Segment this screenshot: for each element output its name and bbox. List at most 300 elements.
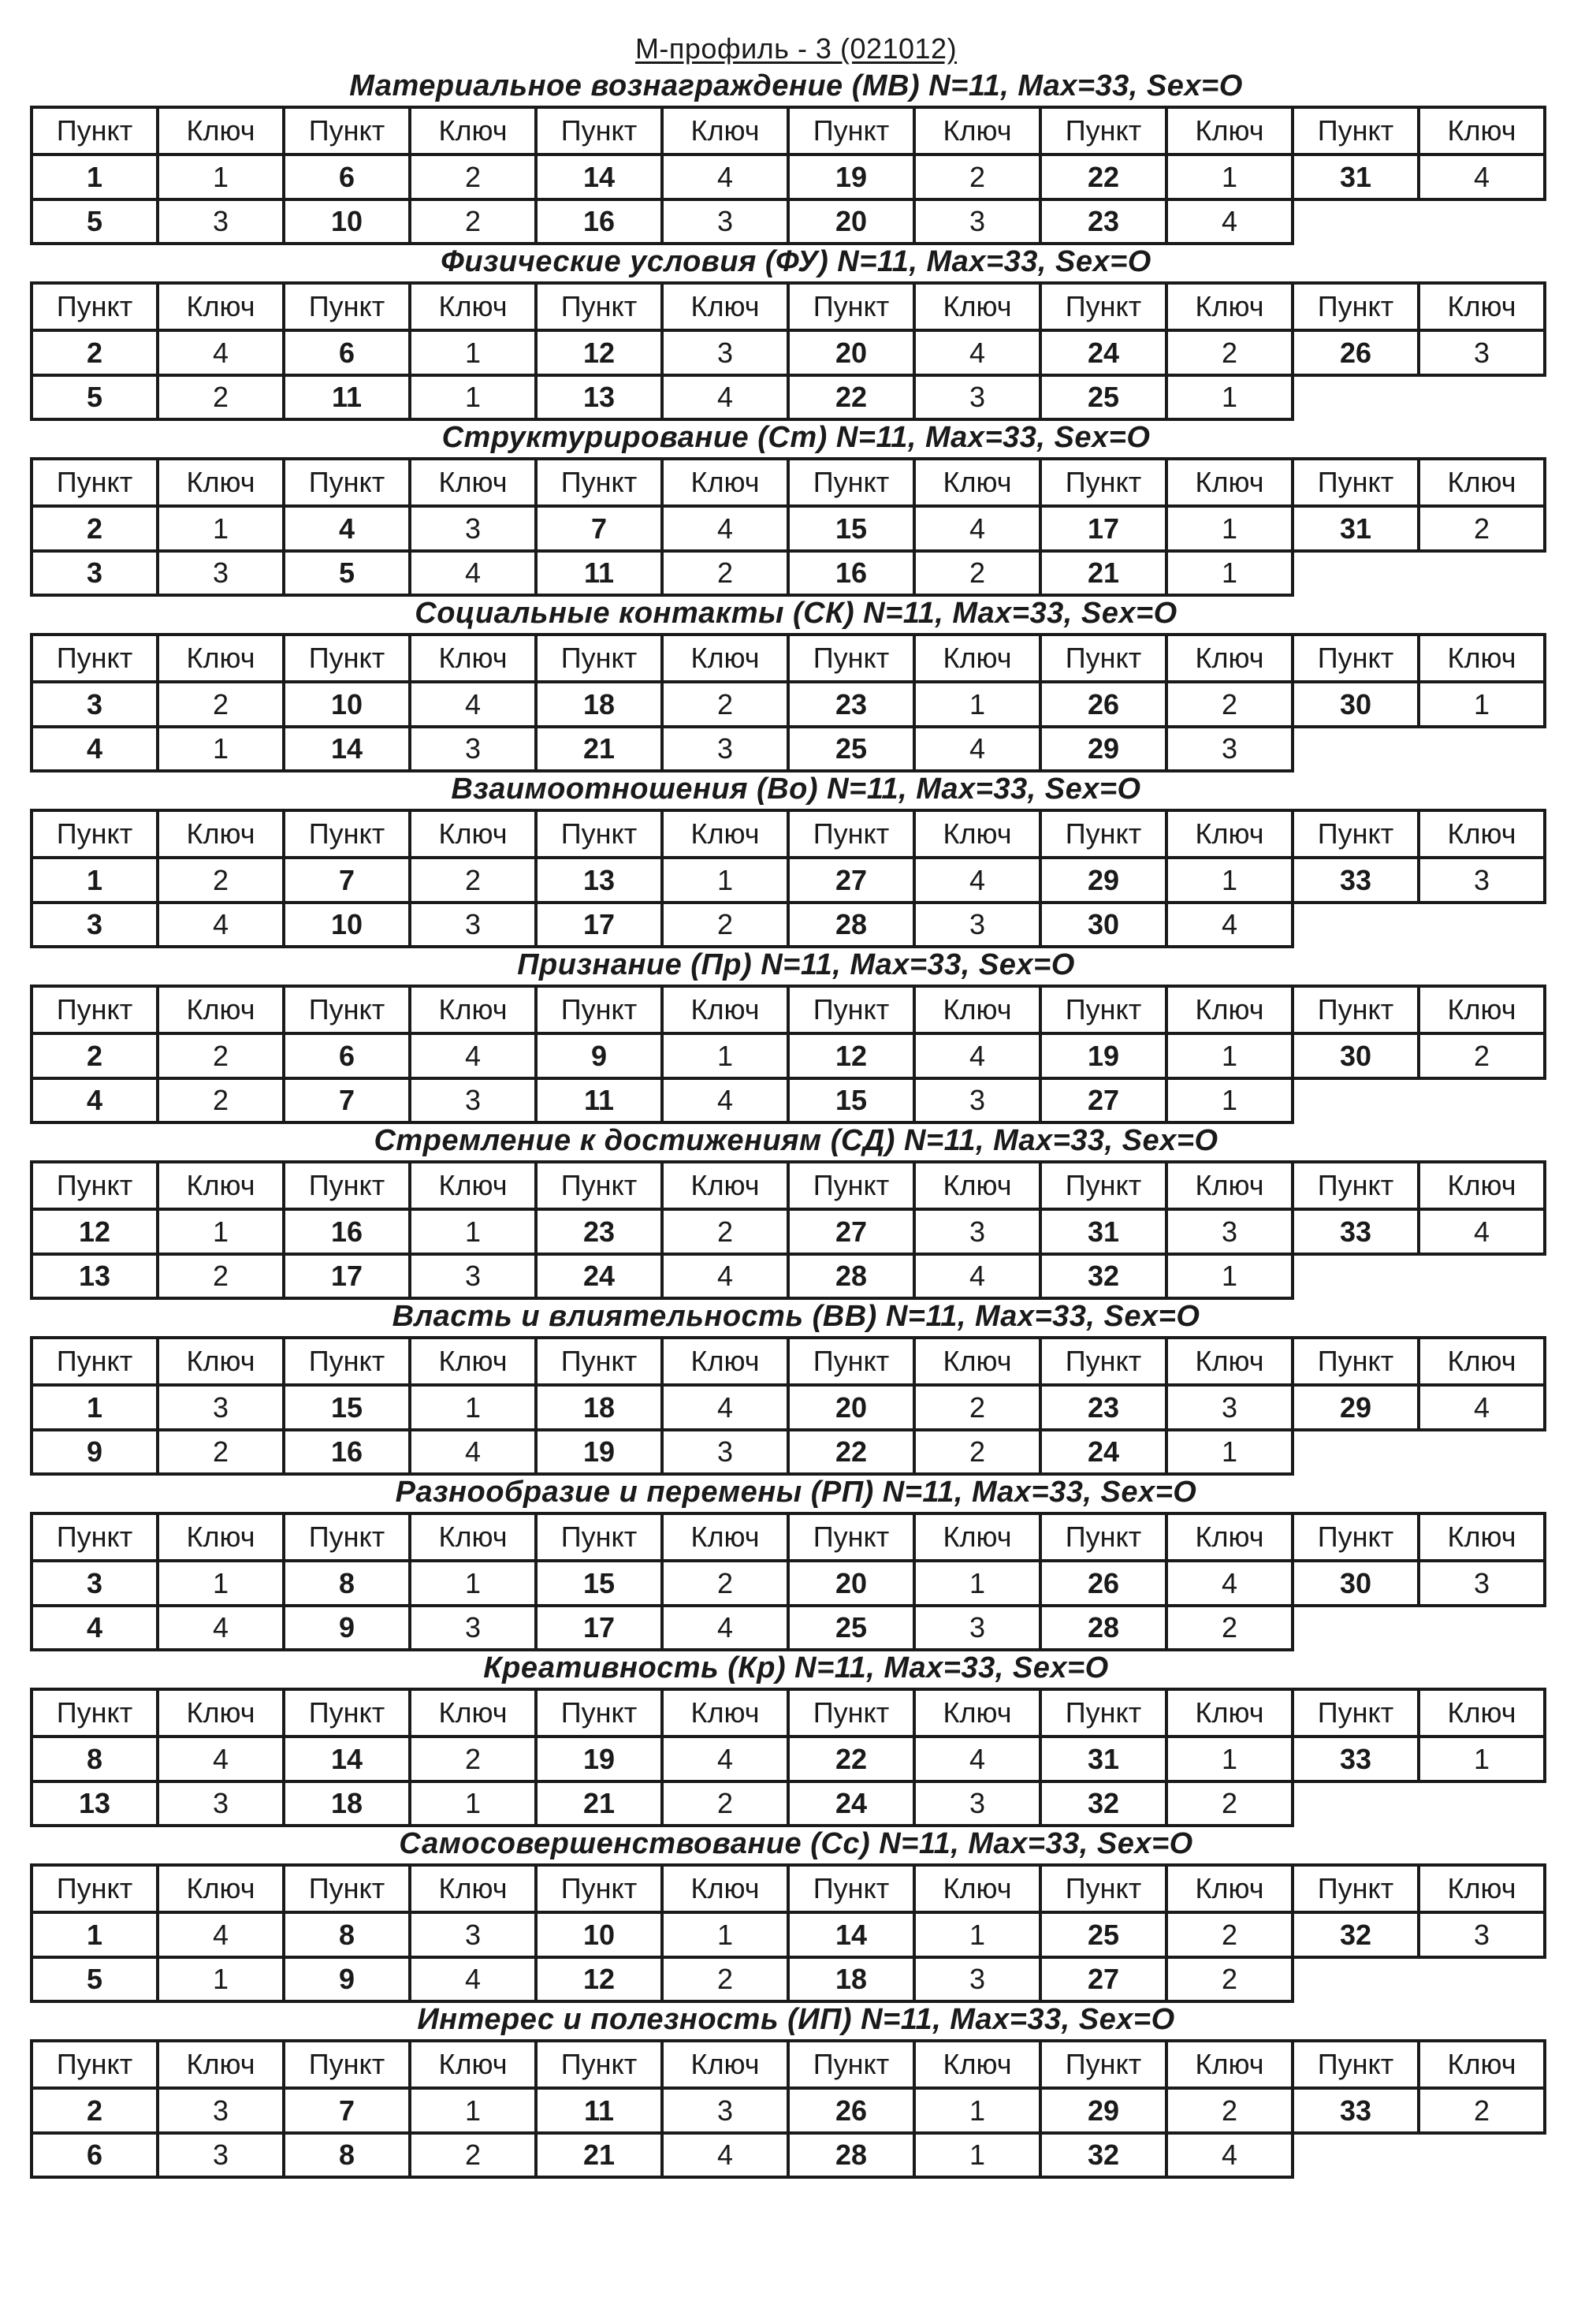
header-item-cell: Пункт [534,457,664,508]
key-table-section [30,66,1562,242]
item-number-cell: 3 [30,1559,159,1607]
item-number-cell: 33 [1291,1208,1420,1256]
header-key-cell: Ключ [913,1336,1042,1387]
key-table-section [30,1648,1562,1824]
key-table [30,1688,1562,1824]
header-key-cell: Ключ [1165,1863,1294,1914]
header-key-cell: Ключ [660,1160,790,1211]
header-item-cell: Пункт [1039,281,1168,332]
header-key-cell: Ключ [913,2039,1042,2090]
key-value-cell: 2 [1417,504,1546,553]
item-number-cell: 21 [534,725,664,772]
item-number-cell: 29 [1039,856,1168,904]
key-table [30,1160,1562,1297]
header-item-cell: Пункт [1291,2039,1420,2090]
item-number-cell: 27 [787,1208,916,1256]
key-value-cell: 3 [408,1604,538,1651]
key-value-cell: 2 [660,1559,790,1607]
key-value-cell: 1 [408,1208,538,1256]
item-number-cell: 10 [282,901,411,948]
key-value-cell: 2 [156,680,285,728]
item-number-cell: 18 [534,680,664,728]
header-key-cell: Ключ [1417,1512,1546,1562]
header-key-cell: Ключ [156,1688,285,1738]
key-value-cell: 3 [660,725,790,772]
key-value-cell: 1 [156,504,285,553]
header-item-cell: Пункт [1291,1688,1420,1738]
key-value-cell: 3 [660,2087,790,2135]
item-number-cell: 21 [1039,549,1168,597]
key-value-cell: 1 [660,1032,790,1080]
key-value-cell: 2 [408,2131,538,2179]
header-key-cell: Ключ [408,1863,538,1914]
item-number-cell: 20 [787,329,916,377]
header-key-cell: Ключ [156,809,285,859]
key-value-cell: 3 [1165,725,1294,772]
item-number-cell: 17 [1039,504,1168,553]
header-item-cell: Пункт [282,1160,411,1211]
header-key-cell: Ключ [913,1160,1042,1211]
key-value-cell: 1 [1165,153,1294,201]
key-value-cell: 3 [913,1208,1042,1256]
header-key-cell: Ключ [1417,106,1546,156]
item-number-cell: 12 [30,1208,159,1256]
header-key-cell: Ключ [1165,106,1294,156]
header-item-cell: Пункт [787,1863,916,1914]
key-value-cell: 3 [408,725,538,772]
item-number-cell: 13 [534,374,664,421]
key-value-cell: 1 [408,1780,538,1827]
key-value-cell: 1 [1165,549,1294,597]
item-number-cell: 4 [30,1604,159,1651]
item-number-cell: 32 [1039,2131,1168,2179]
header-item-cell: Пункт [534,809,664,859]
key-value-cell: 1 [1165,1077,1294,1124]
key-value-cell: 3 [156,2131,285,2179]
header-key-cell: Ключ [1417,1336,1546,1387]
header-key-cell: Ключ [408,1336,538,1387]
section-title: Разнообразие и перемены (РП) N=11, Max=33, Sex=O [395,1476,1197,1509]
item-number-cell: 26 [787,2087,916,2135]
item-number-cell: 15 [787,1077,916,1124]
item-number-cell: 29 [1039,2087,1168,2135]
key-value-cell: 2 [1165,1780,1294,1827]
header-item-cell: Пункт [787,106,916,156]
key-value-cell: 4 [1165,2131,1294,2179]
key-table [30,985,1562,1121]
key-value-cell: 1 [1165,1428,1294,1476]
item-number-cell: 18 [534,1383,664,1431]
key-value-cell: 3 [408,1077,538,1124]
key-value-cell: 4 [408,1032,538,1080]
header-key-cell: Ключ [1165,1336,1294,1387]
header-item-cell: Пункт [1291,809,1420,859]
item-number-cell: 5 [30,1956,159,2003]
header-key-cell: Ключ [660,809,790,859]
header-key-cell: Ключ [1165,809,1294,859]
section-title: Власть и влиятельность (ВВ) N=11, Max=33, Sex=O [392,1300,1200,1333]
key-value-cell: 3 [913,374,1042,421]
key-value-cell: 1 [408,1559,538,1607]
header-item-cell: Пункт [30,809,159,859]
header-key-cell: Ключ [156,2039,285,2090]
key-value-cell: 4 [408,549,538,597]
header-item-cell: Пункт [1039,2039,1168,2090]
key-value-cell: 2 [913,549,1042,597]
key-value-cell: 4 [660,1077,790,1124]
item-number-cell: 7 [282,2087,411,2135]
header-item-cell: Пункт [282,281,411,332]
item-number-cell: 18 [787,1956,916,2003]
header-item-cell: Пункт [30,281,159,332]
header-item-cell: Пункт [787,281,916,332]
key-value-cell: 3 [1417,856,1546,904]
item-number-cell: 25 [787,1604,916,1651]
item-number-cell: 15 [282,1383,411,1431]
header-item-cell: Пункт [787,633,916,683]
key-value-cell: 3 [1417,1911,1546,1959]
sections-container [30,66,1562,2176]
header-item-cell: Пункт [1039,1863,1168,1914]
header-key-cell: Ключ [1165,1512,1294,1562]
key-value-cell: 4 [913,1253,1042,1300]
header-key-cell: Ключ [1165,985,1294,1035]
key-table-section [30,945,1562,1121]
header-key-cell: Ключ [408,2039,538,2090]
header-item-cell: Пункт [282,1512,411,1562]
key-value-cell: 3 [660,329,790,377]
key-value-cell: 2 [156,1032,285,1080]
header-key-cell: Ключ [913,985,1042,1035]
item-number-cell: 5 [30,198,159,245]
key-value-cell: 2 [1165,680,1294,728]
key-value-cell: 3 [156,2087,285,2135]
key-value-cell: 3 [1165,1383,1294,1431]
item-number-cell: 8 [30,1735,159,1783]
item-number-cell: 26 [1291,329,1420,377]
header-key-cell: Ключ [913,1863,1042,1914]
key-value-cell: 4 [660,1735,790,1783]
item-number-cell: 22 [787,374,916,421]
item-number-cell: 9 [30,1428,159,1476]
item-number-cell: 6 [282,329,411,377]
header-item-cell: Пункт [30,633,159,683]
key-value-cell: 2 [156,1077,285,1124]
header-item-cell: Пункт [282,1688,411,1738]
header-item-cell: Пункт [787,1160,916,1211]
section-title: Материальное вознаграждение (МВ) N=11, Max=33, Sex=O [349,69,1243,102]
key-value-cell: 3 [913,1604,1042,1651]
header-key-cell: Ключ [660,281,790,332]
key-table [30,809,1562,945]
key-value-cell: 2 [660,1208,790,1256]
header-item-cell: Пункт [787,985,916,1035]
key-value-cell: 4 [1165,901,1294,948]
key-value-cell: 3 [660,198,790,245]
key-value-cell: 1 [1165,1032,1294,1080]
key-value-cell: 4 [1165,1559,1294,1607]
item-number-cell: 33 [1291,1735,1420,1783]
header-key-cell: Ключ [408,281,538,332]
header-item-cell: Пункт [30,1688,159,1738]
item-number-cell: 30 [1291,1559,1420,1607]
key-value-cell: 2 [913,1428,1042,1476]
key-value-cell: 1 [1165,374,1294,421]
item-number-cell: 10 [282,198,411,245]
key-value-cell: 4 [156,1604,285,1651]
item-number-cell: 28 [787,901,916,948]
item-number-cell: 24 [1039,1428,1168,1476]
key-table [30,1512,1562,1648]
header-item-cell: Пункт [1291,281,1420,332]
key-value-cell: 1 [156,153,285,201]
item-number-cell: 7 [534,504,664,553]
header-item-cell: Пункт [1039,1512,1168,1562]
item-number-cell: 6 [30,2131,159,2179]
item-number-cell: 33 [1291,856,1420,904]
item-number-cell: 19 [1039,1032,1168,1080]
header-item-cell: Пункт [1291,457,1420,508]
key-value-cell: 2 [1165,1911,1294,1959]
item-number-cell: 17 [534,1604,664,1651]
key-table [30,2039,1562,2176]
key-value-cell: 1 [913,2131,1042,2179]
header-key-cell: Ключ [660,1336,790,1387]
header-key-cell: Ключ [660,1512,790,1562]
key-value-cell: 4 [913,504,1042,553]
key-value-cell: 1 [913,2087,1042,2135]
key-value-cell: 2 [660,680,790,728]
item-number-cell: 3 [30,680,159,728]
item-number-cell: 32 [1039,1253,1168,1300]
item-number-cell: 11 [534,2087,664,2135]
item-number-cell: 8 [282,1911,411,1959]
item-number-cell: 9 [282,1956,411,2003]
key-value-cell: 3 [660,1428,790,1476]
key-value-cell: 1 [660,856,790,904]
header-key-cell: Ключ [1165,281,1294,332]
header-item-cell: Пункт [30,1160,159,1211]
key-value-cell: 4 [913,856,1042,904]
item-number-cell: 15 [787,504,916,553]
key-value-cell: 1 [1165,1735,1294,1783]
item-number-cell: 21 [534,2131,664,2179]
key-value-cell: 4 [660,2131,790,2179]
document-title: М-профиль - 3 (021012) [634,32,958,65]
header-item-cell: Пункт [1291,1336,1420,1387]
item-number-cell: 7 [282,856,411,904]
key-table-section [30,2000,1562,2176]
key-value-cell: 3 [408,504,538,553]
header-key-cell: Ключ [156,281,285,332]
header-key-cell: Ключ [660,1863,790,1914]
header-key-cell: Ключ [156,457,285,508]
section-title: Взаимоотношения (Во) N=11, Max=33, Sex=O [451,772,1141,806]
key-value-cell: 3 [1417,1559,1546,1607]
key-table [30,281,1562,418]
key-value-cell: 2 [1417,1032,1546,1080]
item-number-cell: 22 [787,1428,916,1476]
key-table-section [30,769,1562,945]
header-key-cell: Ключ [408,809,538,859]
key-value-cell: 4 [1417,1383,1546,1431]
key-table [30,457,1562,594]
item-number-cell: 11 [534,1077,664,1124]
item-number-cell: 18 [282,1780,411,1827]
key-value-cell: 1 [408,374,538,421]
item-number-cell: 26 [1039,1559,1168,1607]
header-item-cell: Пункт [534,1863,664,1914]
header-key-cell: Ключ [408,1160,538,1211]
key-value-cell: 1 [408,329,538,377]
key-value-cell: 2 [660,549,790,597]
item-number-cell: 10 [534,1911,664,1959]
header-key-cell: Ключ [1417,1160,1546,1211]
item-number-cell: 22 [1039,153,1168,201]
header-item-cell: Пункт [787,2039,916,2090]
key-value-cell: 1 [156,1208,285,1256]
header-item-cell: Пункт [534,281,664,332]
item-number-cell: 9 [282,1604,411,1651]
key-table-section [30,1121,1562,1297]
key-value-cell: 1 [660,1911,790,1959]
header-item-cell: Пункт [282,633,411,683]
item-number-cell: 2 [30,329,159,377]
item-number-cell: 28 [1039,1604,1168,1651]
header-key-cell: Ключ [913,1512,1042,1562]
key-value-cell: 3 [156,1780,285,1827]
header-item-cell: Пункт [1291,1512,1420,1562]
key-value-cell: 2 [408,1735,538,1783]
key-table [30,1336,1562,1472]
key-value-cell: 4 [408,680,538,728]
header-key-cell: Ключ [660,633,790,683]
key-value-cell: 3 [913,1077,1042,1124]
item-number-cell: 14 [787,1911,916,1959]
header-key-cell: Ключ [1417,281,1546,332]
key-value-cell: 3 [1417,329,1546,377]
header-key-cell: Ключ [156,1160,285,1211]
header-key-cell: Ключ [913,281,1042,332]
item-number-cell: 15 [534,1559,664,1607]
key-value-cell: 1 [156,725,285,772]
key-value-cell: 1 [1165,1253,1294,1300]
item-number-cell: 4 [30,725,159,772]
key-value-cell: 1 [156,1956,285,2003]
item-number-cell: 10 [282,680,411,728]
key-value-cell: 1 [1417,1735,1546,1783]
header-item-cell: Пункт [534,1512,664,1562]
header-key-cell: Ключ [1165,457,1294,508]
header-item-cell: Пункт [534,1336,664,1387]
item-number-cell: 6 [282,1032,411,1080]
item-number-cell: 23 [1039,198,1168,245]
item-number-cell: 33 [1291,2087,1420,2135]
key-value-cell: 4 [408,1428,538,1476]
header-item-cell: Пункт [787,809,916,859]
key-value-cell: 1 [913,1911,1042,1959]
key-table-section [30,1472,1562,1648]
header-key-cell: Ключ [660,985,790,1035]
item-number-cell: 24 [787,1780,916,1827]
header-key-cell: Ключ [408,1512,538,1562]
header-key-cell: Ключ [913,633,1042,683]
header-item-cell: Пункт [1291,1863,1420,1914]
section-title: Структурирование (Ст) N=11, Max=33, Sex=O [441,421,1151,454]
header-item-cell: Пункт [282,1336,411,1387]
header-key-cell: Ключ [913,809,1042,859]
header-item-cell: Пункт [282,2039,411,2090]
header-item-cell: Пункт [30,985,159,1035]
key-value-cell: 3 [408,1911,538,1959]
header-key-cell: Ключ [1417,1688,1546,1738]
item-number-cell: 12 [534,1956,664,2003]
header-key-cell: Ключ [1417,457,1546,508]
key-table-section [30,1824,1562,2000]
header-key-cell: Ключ [1417,2039,1546,2090]
section-title: Социальные контакты (СК) N=11, Max=33, Sex=O [415,597,1177,630]
key-value-cell: 4 [660,1383,790,1431]
section-title: Признание (Пр) N=11, Max=33, Sex=O [517,948,1075,981]
item-number-cell: 24 [1039,329,1168,377]
item-number-cell: 30 [1291,680,1420,728]
item-number-cell: 25 [1039,374,1168,421]
header-item-cell: Пункт [1039,457,1168,508]
item-number-cell: 31 [1039,1735,1168,1783]
key-value-cell: 2 [660,1780,790,1827]
key-value-cell: 4 [660,374,790,421]
item-number-cell: 14 [534,153,664,201]
key-value-cell: 2 [660,901,790,948]
item-number-cell: 8 [282,2131,411,2179]
key-value-cell: 4 [660,504,790,553]
item-number-cell: 21 [534,1780,664,1827]
key-value-cell: 4 [156,901,285,948]
key-value-cell: 4 [660,1604,790,1651]
item-number-cell: 27 [1039,1956,1168,2003]
key-value-cell: 1 [913,680,1042,728]
header-key-cell: Ключ [913,1688,1042,1738]
key-value-cell: 2 [408,198,538,245]
header-key-cell: Ключ [408,106,538,156]
header-item-cell: Пункт [1291,985,1420,1035]
item-number-cell: 27 [787,856,916,904]
key-value-cell: 1 [1165,504,1294,553]
header-key-cell: Ключ [156,1336,285,1387]
item-number-cell: 16 [787,549,916,597]
header-key-cell: Ключ [660,1688,790,1738]
key-value-cell: 4 [913,1735,1042,1783]
key-value-cell: 1 [1165,856,1294,904]
header-item-cell: Пункт [30,106,159,156]
key-value-cell: 1 [1417,680,1546,728]
item-number-cell: 30 [1039,901,1168,948]
item-number-cell: 12 [534,329,664,377]
key-value-cell: 3 [156,198,285,245]
key-value-cell: 3 [156,1383,285,1431]
key-value-cell: 4 [913,329,1042,377]
item-number-cell: 13 [534,856,664,904]
header-item-cell: Пункт [1291,106,1420,156]
item-number-cell: 14 [282,725,411,772]
item-number-cell: 19 [534,1735,664,1783]
key-value-cell: 1 [156,1559,285,1607]
header-item-cell: Пункт [1039,1688,1168,1738]
key-value-cell: 1 [913,1559,1042,1607]
key-value-cell: 4 [1417,153,1546,201]
section-title: Стремление к достижениям (СД) N=11, Max=33, Sex=O [374,1124,1218,1157]
item-number-cell: 2 [30,2087,159,2135]
